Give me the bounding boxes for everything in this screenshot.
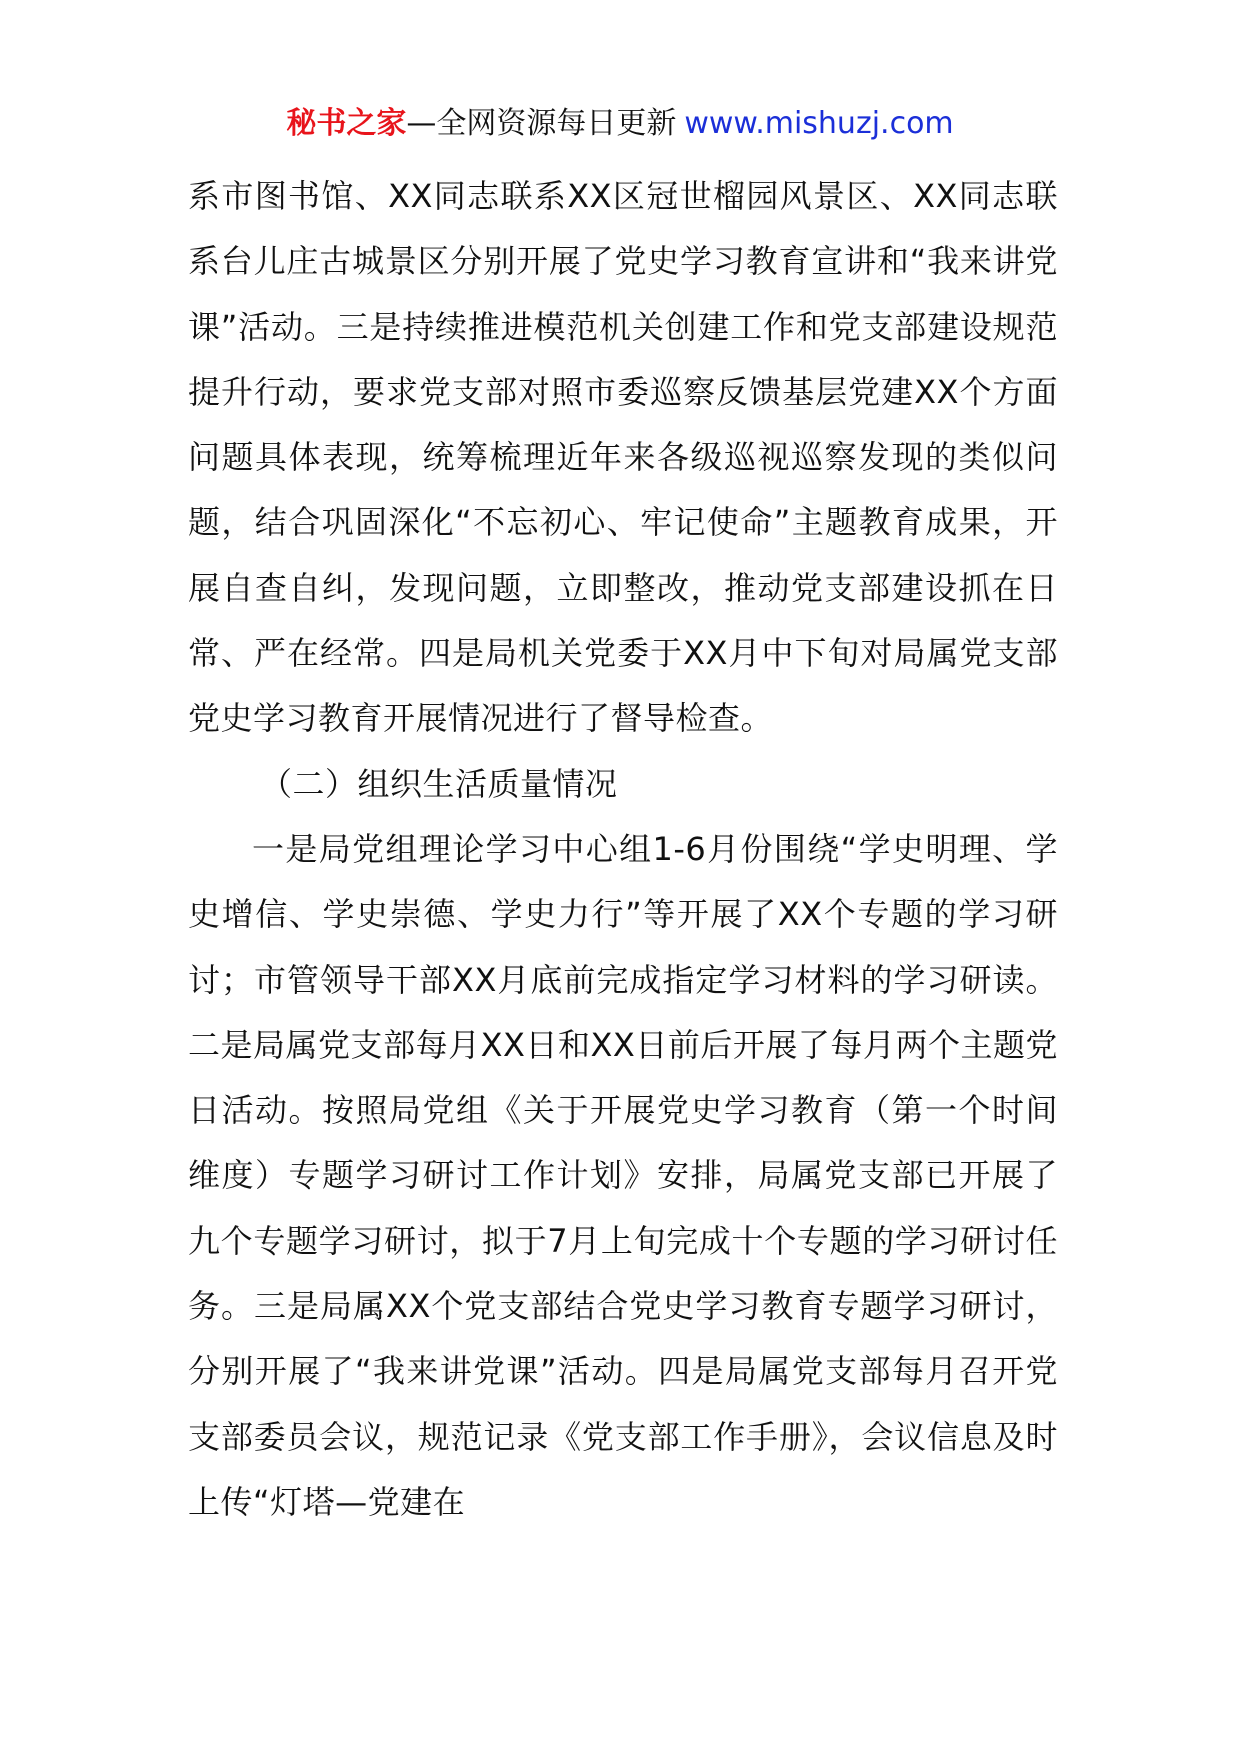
body-paragraph: 一是局党组理论学习中心组1-6月份围绕“学史明理、学史增信、学史崇德、学史力行”等开展了XX个专题的学习研讨；市管领导干部XX月底前完成指定学习材料的学习研读。二是局属党支部每月XX日和XX日前后开展了每月两个主题党日活动。按照局党组《关于开展党史学习教育（第一个时间维度）专题学习研讨工作计划》安排，局属党支部已开展了九个专题学习研讨，拟于7月上旬完成十个专题的学习研讨任务。三是局属XX个党支部结合党史学习教育专题学习研讨，分别开展了“我来讲党课”活动。四是局属党支部每月召开党支部委员会议，规范记录《党支部工作手册》，会议信息及时上传“灯塔—党建在 [188,829,1058,1521]
site-url-link[interactable]: www.mishuzj.com [684,106,954,141]
body-paragraph-continued: 系市图书馆、XX同志联系XX区冠世榴园风景区、XX同志联系台儿庄古城景区分别开展了党史学习教育宣讲和“我来讲党课”活动。三是持续推进模范机关创建工作和党支部建设规范提升行动，要求党支部对照市委巡察反馈基层党建XX个方面问题具体表现，统筹梳理近年来各级巡视巡察发现的类似问题，结合巩固深化“不忘初心、牢记使命”主题教育成果，开展自查自纠，发现问题，立即整改，推动党支部建设抓在日常、严在经常。四是局机关党委于XX月中下旬对局属党支部党史学习教育开展情况进行了督导检查。 [188,177,1058,738]
site-tagline: —全网资源每日更新 [406,106,677,141]
site-brand: 秘书之家 [286,106,407,141]
page-header [0,104,1240,144]
document-body [188,164,1058,1535]
section-heading: （二）组织生活质量情况 [260,764,618,803]
